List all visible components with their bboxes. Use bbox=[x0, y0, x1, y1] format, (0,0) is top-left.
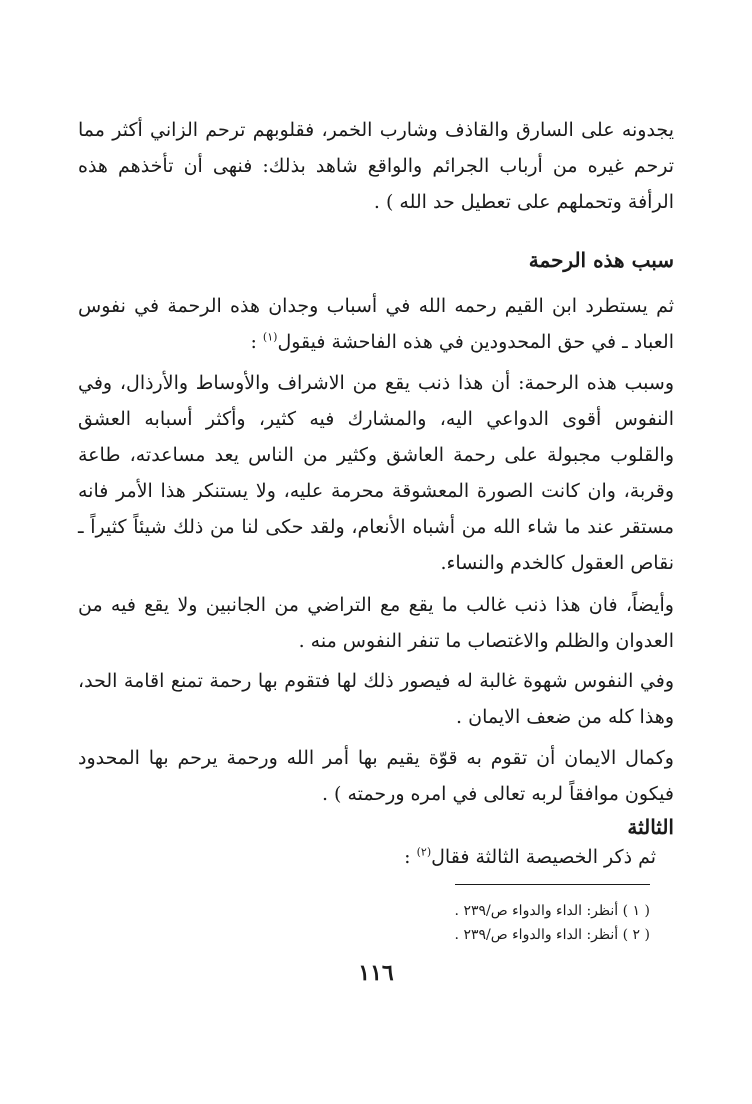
paragraph-6: وكمال الايمان أن تقوم به قوّة يقيم بها أمر الله ورحمة يرحم بها المحدود فيكون موافقاً لربه تعالى في امره ورحمته ) . bbox=[78, 747, 674, 805]
footnote-divider bbox=[455, 884, 650, 885]
paragraph-4: وأيضاً، فان هذا ذنب غالب ما يقع مع التراضي من الجانبين ولا يقع فيه من العدوان والظلم والاغتصاب ما تنفر النفوس منه . bbox=[78, 594, 674, 652]
paragraph-1: يجدونه على السارق والقاذف وشارب الخمر، فقلوبهم ترحم الزاني أكثر مما ترحم غيره من أرباب الجرائم والواقع شاهد بذلك: فنهى أن تأخذهم هذه الرأفة وتحملهم على تعطيل حد الله ) . bbox=[78, 119, 674, 213]
section-heading-third: الثالثة bbox=[627, 815, 674, 839]
paragraph-2-end: : bbox=[250, 331, 263, 353]
footnote-2: ( ٢ ) أنظر: الداء والدواء ص/٢٣٩ . bbox=[454, 927, 650, 943]
paragraph-7-end: : bbox=[404, 846, 417, 868]
paragraph-2-text: ثم يستطرد ابن القيم رحمه الله في أسباب وجدان هذه الرحمة في نفوس العباد ـ في حق المحدودين في هذه الفاحشة فيقول bbox=[78, 295, 674, 353]
paragraph-2 bbox=[78, 288, 674, 360]
paragraph-7-text: ثم ذكر الخصيصة الثالثة فقال bbox=[431, 846, 656, 868]
section-heading-cause-of-mercy: سبب هذه الرحمة bbox=[528, 248, 674, 272]
page-number: ١١٦ bbox=[358, 960, 394, 986]
footnote-ref-2: (٢) bbox=[416, 845, 432, 859]
paragraph-3: وسبب هذه الرحمة: أن هذا ذنب يقع من الاشراف والأوساط والأرذال، وفي النفوس أقوى الدواعي اليه، والمشارك فيه كثير، وأكثر أسبابه العشق والقلوب مجبولة على رحمة العاشق وكثير من الناس يعد مساعدته، طاعة وقربة، وان كانت الصورة المعشوقة محرمة عليه، ولا يستنكر هذا الأمر فانه مستقر عند ما شاء الله من أشباه الأنعام، ولقد حكى لنا من ذلك شيئاً كثيراً ـ نقاص العقول كالخدم والنساء. bbox=[78, 372, 674, 574]
paragraph-5: وفي النفوس شهوة غالبة له فيصور ذلك لها فتقوم بها رحمة تمنع اقامة الحد، وهذا كله من ضعف الايمان . bbox=[78, 670, 674, 728]
footnote-ref-1: (١) bbox=[262, 330, 278, 344]
footnote-1: ( ١ ) أنظر: الداء والدواء ص/٢٣٩ . bbox=[454, 903, 650, 919]
paragraph-7 bbox=[78, 839, 674, 875]
